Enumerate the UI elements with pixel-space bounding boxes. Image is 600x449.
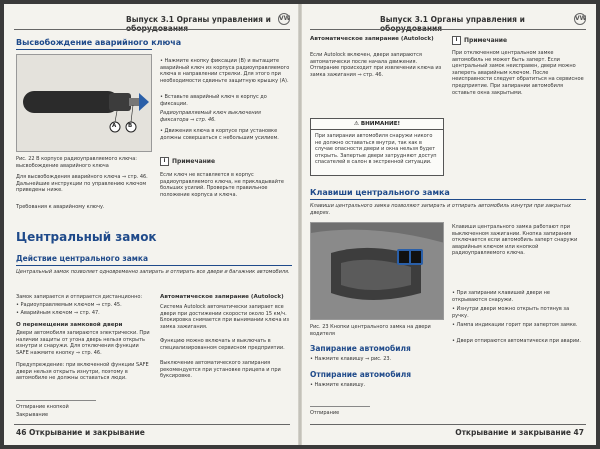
col2-text: • Нажмите кнопку фиксации (B) и вытащите аварийный ключ из корпуса радиоуправляемого ключа в направлении стрелки. Для этого при необходимости сдвиньте защитную крышку (A).: [160, 58, 290, 84]
right-header-rule: [310, 29, 586, 30]
left-header-text: Выпуск 3.1 Органы управления и: [126, 15, 271, 24]
intro-text: Центральный замок позволяет одновременно запирать и отпирать все двери и багажник автомобиля.: [16, 269, 290, 275]
key-illustration: [17, 55, 152, 152]
action-title: Действие центрального замка: [16, 254, 149, 263]
note-text: При отключенном центральном замке автомобиль не может быть заперт. Если центральный замок неисправен, двери можно запереть аварийным ключом. После неисправности следует обратиться на сервисное предприятие. При запирании автомобиля оставьте окна закрытыми.: [452, 50, 584, 96]
note-title: Примечание: [464, 37, 508, 44]
left-header-rule: [14, 29, 290, 30]
right-page: [300, 4, 596, 445]
right-footnote-rule: [310, 406, 370, 407]
right-header-text: Выпуск 3.1 Органы управления и: [380, 15, 525, 24]
col2-body: Система Autolock автоматически запирает все двери при достижении скорости около 15 км/ч. Блокировка снимается при вынимании ключа из замка зажигания.: [160, 304, 290, 330]
col2-title: Автоматическое запирание (Autolock): [160, 294, 284, 300]
keys-intro: Клавиши центрального замка позволяют запирать и отпирать автомобиль изнутри при закрытых дверях.: [310, 203, 571, 216]
col1-line-1: Замок запирается и отпирается дистанционно:: [16, 294, 143, 300]
keys-bullet-3: • Лампа индикации горит при запертом замке.: [452, 322, 578, 328]
door-title: О перемещении замковой двери: [16, 322, 123, 328]
keys-bullet-2: • Изнутри двери можно открыть потянув за ручку.: [452, 306, 570, 319]
vw-logo-icon: VW: [574, 13, 586, 25]
col2-note-title: Примечание: [172, 158, 216, 165]
warning-title: [311, 119, 443, 130]
note-icon: i: [452, 36, 461, 45]
right-footer: Открывание и закрывание 47: [455, 428, 584, 437]
lock-text: • Нажмите клавишу ⇒ рис. 23.: [310, 356, 392, 362]
footnote-1: Отпирание кнопкой: [16, 404, 69, 410]
keys-title: Клавиши центрального замка: [310, 188, 450, 197]
left-page: [4, 4, 300, 445]
left-header: [14, 14, 290, 28]
autolock-title: Автоматическое запирание (Autolock): [310, 36, 434, 42]
warning-text: При запирании автомобиля снаружи никого не должно оставаться внутри, так как в случае опасности двери и окна нельзя будет открыть. Запертые двери затрудняют доступ спасателей в салон в экстренной ситуации.: [315, 133, 437, 166]
col2-body-2: Функцию можно включать и выключать в специализированном сервисном предприятии.: [160, 338, 285, 351]
left-para: Для высвобождения аварийного ключа ⇒ стр. 46. Дальнейшие инструкции по управлению ключом приведены ниже.: [16, 174, 148, 194]
col2-sub: Радиоуправляемый ключ выключения фиксатора ⇒ стр. 46.: [160, 110, 261, 123]
door-text: Двери автомобиля запираются электрически. При наличии защиты от угона дверь нельзя открыть изнутри и снаружи. Для отключения функции SAFE нажмите кнопку ⇒ стр. 46.: [16, 330, 150, 356]
key-figure: [16, 54, 152, 152]
lock-title: Запирание автомобиля: [310, 344, 411, 353]
right-footnote: Отпирание: [310, 410, 340, 416]
note-icon: i: [160, 157, 169, 166]
warning-title-text: ВНИМАНИЕ!: [360, 121, 401, 127]
col2-text-3: • Движения ключа в корпусе при установке должны совершаться с небольшим усилием.: [160, 128, 279, 141]
figure-caption: Рис. 22 В корпусе радиоуправляемого ключа: высвобождение аварийного ключа: [16, 156, 137, 169]
door-figure-caption: Рис. 23 Кнопки центрального замка на двери водителя: [310, 324, 431, 337]
keys-bullet-1: • При запирании клавишей двери не открываются снаружи.: [452, 290, 550, 303]
keys-bullet-4: • Двери отпираются автоматически при аварии.: [452, 338, 581, 344]
right-header: [310, 14, 586, 28]
keys-rule: [310, 199, 586, 200]
col2-note: Если ключ не вставляется в корпус радиоуправляемого ключа, не прикладывайте больших усилий. Проверьте правильное положение корпуса и ключа.: [160, 172, 284, 198]
section-rule: [16, 49, 152, 50]
col1-line-3: • Аварийным ключом ⇒ стр. 47.: [16, 310, 100, 316]
door-illustration: [311, 223, 444, 320]
footnote-rule: [16, 400, 96, 401]
right-footer-rule: [310, 424, 586, 425]
warning-icon: ⚠: [353, 121, 361, 127]
section-title-release-key: Высвобождение аварийного ключа: [16, 38, 182, 47]
col2-body-3: Выключение автоматического запирания рекомендуется при установке прицепа и при буксировке.: [160, 360, 281, 380]
action-rule: [16, 265, 292, 266]
callout-a: A: [112, 123, 117, 129]
autolock-text: Если Autolock включен, двери запираются автоматически после начала движения. Отпирание происходит при извлечении ключа из замка зажигания ⇒ стр. 46.: [310, 52, 442, 78]
left-footer-rule: [14, 424, 290, 425]
col2-text-2: • Вставьте аварийный ключ в корпус до фиксации.: [160, 94, 267, 107]
footnote-2: Закрывание: [16, 412, 49, 418]
unlock-title: Отпирание автомобиля: [310, 370, 412, 379]
left-footer: 46 Открывание и закрывание: [16, 428, 145, 437]
col1-line-2: • Радиоуправляемым ключом ⇒ стр. 45.: [16, 302, 122, 308]
left-para-2: Требования к аварийному ключу.: [16, 204, 105, 210]
central-lock-title: Центральный замок: [16, 230, 157, 244]
door-figure: [310, 222, 444, 320]
keys-col2-text: Клавиши центрального замка работают при выключенном зажигании. Кнопка запирания отключается если автомобиль заперт снаружи аварийным ключом или кнопкой радиоуправляемого ключа.: [452, 224, 578, 257]
unlock-text: • Нажмите клавишу.: [310, 382, 366, 388]
callout-b: B: [128, 123, 133, 129]
book-spread: [4, 4, 596, 445]
door-text-2: Предупреждение: при включенной функции SAFE двери нельзя открыть изнутри, поэтому в автомобиле не должны оставаться люди.: [16, 362, 149, 382]
vw-logo-icon: VW: [278, 13, 290, 25]
warning-box: [310, 118, 444, 176]
